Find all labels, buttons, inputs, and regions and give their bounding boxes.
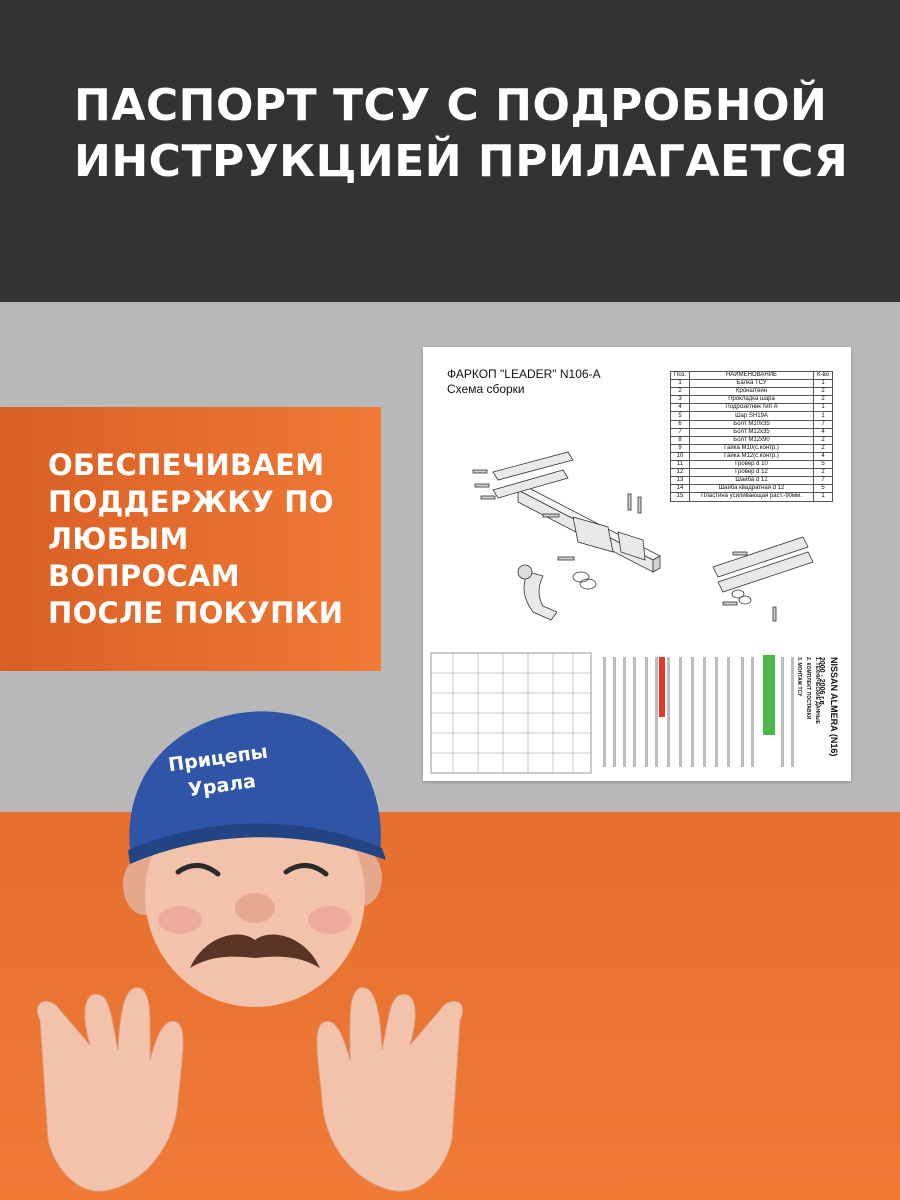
instructions-page <box>423 647 851 781</box>
bolt <box>638 497 641 513</box>
part-name: Шайба квадратная d 12 <box>690 485 814 493</box>
part-qty: 2 <box>814 396 833 404</box>
part-pos: 10 <box>671 452 690 460</box>
washer <box>739 596 751 604</box>
header-qty: К-во <box>814 372 833 380</box>
part-qty: 5 <box>814 485 833 493</box>
part-qty: 7 <box>814 420 833 428</box>
section-installation: 3. МОНТАЖ ТСУ <box>796 657 802 697</box>
part-pos: 14 <box>671 485 690 493</box>
right-hand <box>317 988 463 1192</box>
part-qty: 2 <box>814 444 833 452</box>
vehicle-years: 2000 - 2006 г.в. <box>818 657 825 707</box>
cap-logo-line2: Урала <box>186 770 258 802</box>
support-line: ПОСЛЕ ПОКУПКИ <box>48 596 344 630</box>
part-name: Прокладка шара <box>690 396 814 404</box>
bolt <box>558 557 574 560</box>
bolt <box>473 470 487 473</box>
passport-document <box>423 347 851 781</box>
part-qty: 2 <box>814 436 833 444</box>
part-pos: 12 <box>671 469 690 477</box>
part-pos: 5 <box>671 412 690 420</box>
parts-table-row <box>671 380 833 388</box>
cap-logo-line1: Прицепы <box>166 740 270 777</box>
document-title: ФАРКОП "LEADER" N106-A <box>447 367 601 381</box>
left-cheek <box>158 906 202 934</box>
support-line: ЛЮБЫМ <box>48 522 189 556</box>
parts-table-row <box>671 388 833 396</box>
part-pos: 13 <box>671 477 690 485</box>
part-qty: 7 <box>814 477 833 485</box>
support-text <box>48 447 378 632</box>
bolt <box>733 552 747 555</box>
part-name: Подрозетник тип А <box>690 404 814 412</box>
right-cheek <box>308 906 352 934</box>
washer <box>573 572 589 582</box>
part-name: Болт М12х35 <box>690 428 814 436</box>
part-pos: 9 <box>671 444 690 452</box>
part-pos: 1 <box>671 380 690 388</box>
part-name: Болт М12х90 <box>690 436 814 444</box>
assembly-diagram <box>433 402 833 652</box>
bolt <box>481 496 495 499</box>
part-name: Балка ТСУ <box>690 380 814 388</box>
part-pos: 2 <box>671 388 690 396</box>
part-pos: 8 <box>671 436 690 444</box>
section-delivery-set: 2. КОМПЛЕКТ ПОСТАВКИ <box>805 657 811 720</box>
left-hand <box>37 988 183 1192</box>
part-name: Кронштейн <box>690 388 814 396</box>
header-pos: Поз. <box>671 372 690 380</box>
headline-line-1: ПАСПОРТ ТСУ С ПОДРОБНОЙ <box>74 80 828 131</box>
warning-highlight <box>659 657 665 717</box>
tow-ball <box>518 565 532 579</box>
part-pos: 7 <box>671 428 690 436</box>
bolt <box>628 494 631 510</box>
bolt <box>723 602 737 605</box>
part-pos: 6 <box>671 420 690 428</box>
part-qty: 1 <box>814 493 833 501</box>
section-technical-data: 1. ТЕХНИЧЕСКИЕ ДАННЫЕ <box>814 657 820 724</box>
certificate-highlight <box>763 655 775 735</box>
part-pos: 15 <box>671 493 690 501</box>
part-qty: 1 <box>814 404 833 412</box>
part-qty: 4 <box>814 452 833 460</box>
part-qty: 1 <box>814 412 833 420</box>
nose <box>235 893 275 923</box>
support-line: ВОПРОСАМ <box>48 559 240 593</box>
vehicle-model: NISSAN ALMERA (N16) <box>829 657 839 757</box>
bolt <box>543 514 559 517</box>
part-qty: 2 <box>814 469 833 477</box>
support-line: ПОДДЕРЖКУ ПО <box>48 485 334 519</box>
part-pos: 4 <box>671 404 690 412</box>
part-name: Гайка М10(с.контр.) <box>690 444 814 452</box>
headline <box>74 78 874 190</box>
part-qty: 2 <box>814 388 833 396</box>
part-qty: 5 <box>814 461 833 469</box>
support-line: ОБЕСПЕЧИВАЕМ <box>48 448 325 482</box>
header-name: НАИМЕНОВАНИЕ <box>690 372 814 380</box>
ball-mount <box>524 572 557 620</box>
part-name: Гайка М12(с.контр.) <box>690 452 814 460</box>
part-qty: 4 <box>814 428 833 436</box>
bolt <box>773 607 776 621</box>
bolt <box>475 484 489 487</box>
part-qty: 1 <box>814 380 833 388</box>
part-name: Шар SH19A <box>690 412 814 420</box>
part-pos: 11 <box>671 461 690 469</box>
parts-table-header <box>671 372 833 380</box>
mascot <box>0 700 480 1200</box>
part-name: Гровер d 10 <box>690 461 814 469</box>
document-subtitle: Схема сборки <box>447 382 525 396</box>
headline-line-2: ИНСТРУКЦИЕЙ ПРИЛАГАЕТСЯ <box>74 136 849 187</box>
washer <box>580 579 596 589</box>
part-name: Пластина усиливающая раст.-90мм. <box>690 493 814 501</box>
part-pos: 3 <box>671 396 690 404</box>
part-name: Гровер d 12 <box>690 469 814 477</box>
part-name: Шайба d 12 <box>690 477 814 485</box>
part-name: Болт М10х35 <box>690 420 814 428</box>
